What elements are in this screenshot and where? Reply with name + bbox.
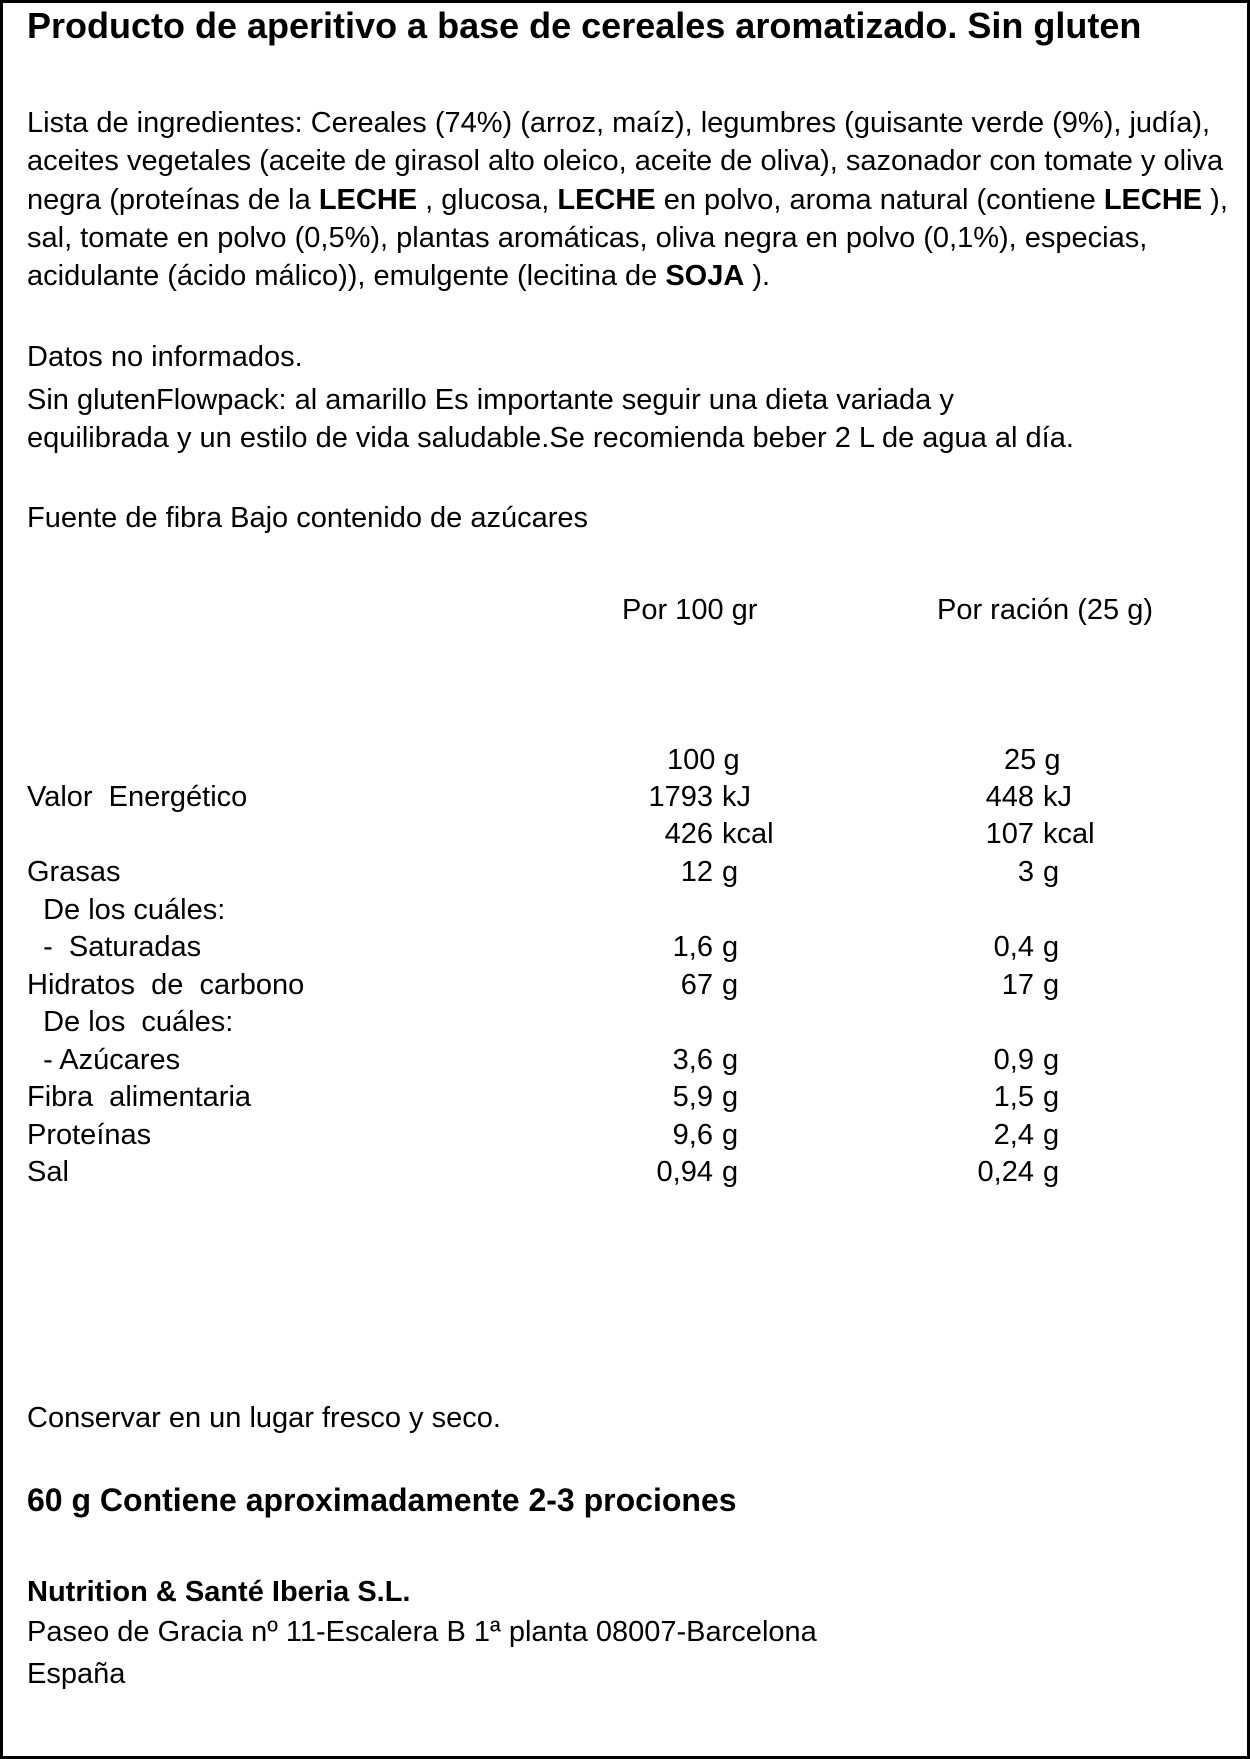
usage-note-line-2: equilibrada y un estilo de vida saludable.Se recomienda beber 2 L de agua al día.	[27, 422, 1074, 454]
storage-instructions: Conservar en un lugar fresco y seco.	[27, 1402, 501, 1434]
value-per-portion: 2,4	[993, 1119, 1034, 1151]
unit-per-100: g	[722, 1044, 739, 1076]
unit-per-portion: kJ	[1043, 781, 1072, 813]
value-per-portion: 107	[985, 818, 1034, 850]
value-per-100: 5,9	[672, 1081, 713, 1113]
ingredients-text: ).	[744, 260, 771, 293]
net-weight: 60 g Contiene aproximadamente 2-3 prociones	[27, 1482, 737, 1518]
unit-per-100: g	[722, 969, 739, 1001]
value-per-100: 9,6	[672, 1119, 713, 1151]
unit-per-portion: g	[1043, 856, 1060, 888]
unit-per-100: g	[722, 1119, 739, 1151]
value-per-portion: 17	[1001, 969, 1034, 1001]
unit-per-100: kcal	[722, 818, 774, 850]
column-header-per-100: Por 100 gr	[622, 594, 758, 626]
value-per-portion: 448	[985, 781, 1034, 813]
base-quantity-100: 100 g	[667, 744, 740, 776]
company-country: España	[27, 1658, 126, 1690]
value-per-portion: 0,9	[993, 1044, 1034, 1076]
base-quantity-portion: 25 g	[1004, 744, 1061, 776]
value-per-100: 1793	[648, 781, 713, 813]
allergens-note: Datos no informados.	[27, 341, 303, 373]
value-per-100: 67	[680, 969, 713, 1001]
value-per-portion: 0,4	[993, 931, 1034, 963]
unit-per-100: g	[722, 856, 739, 888]
nutrient-label: Hidratos de carbono	[27, 969, 305, 1001]
ingredients-text: , glucosa,	[417, 183, 558, 216]
ingredients-list	[27, 104, 1237, 295]
unit-per-portion: kcal	[1043, 818, 1095, 850]
unit-per-portion: g	[1043, 1156, 1060, 1188]
value-per-100: 12	[680, 856, 713, 888]
value-per-100: 426	[664, 818, 713, 850]
unit-per-100: g	[722, 1081, 739, 1113]
product-title: Producto de aperitivo a base de cereales aromatizado. Sin gluten	[27, 5, 1142, 46]
allergen-highlight: SOJA	[665, 260, 745, 293]
nutrient-label: De los cuáles:	[27, 1006, 234, 1038]
nutrient-label: Grasas	[27, 856, 121, 888]
nutrient-label: Proteínas	[27, 1119, 152, 1151]
value-per-portion: 0,24	[977, 1156, 1034, 1188]
nutrition-claims: Fuente de fibra Bajo contenido de azúcares	[27, 502, 589, 534]
nutrient-label: Fibra alimentaria	[27, 1081, 252, 1113]
unit-per-portion: g	[1043, 931, 1060, 963]
unit-per-100: kJ	[722, 781, 751, 813]
usage-note-line-1: Sin glutenFlowpack: al amarillo Es importante seguir una dieta variada y	[27, 384, 954, 416]
allergen-highlight: LECHE	[557, 183, 656, 216]
nutrient-label: - Saturadas	[27, 931, 202, 963]
allergen-highlight: LECHE	[318, 183, 418, 216]
value-per-100: 0,94	[656, 1156, 713, 1188]
unit-per-portion: g	[1043, 969, 1060, 1001]
nutrient-label: Valor Energético	[27, 781, 248, 813]
company-name: Nutrition & Santé Iberia S.L.	[27, 1576, 411, 1608]
company-address: Paseo de Gracia nº 11-Escalera B 1ª planta 08007-Barcelona	[27, 1616, 817, 1648]
unit-per-portion: g	[1043, 1044, 1060, 1076]
ingredients-text: en polvo, aroma natural (contiene	[655, 183, 1104, 216]
nutrient-label: - Azúcares	[27, 1044, 181, 1076]
value-per-100: 3,6	[672, 1044, 713, 1076]
unit-per-100: g	[722, 1156, 739, 1188]
value-per-portion: 3	[1017, 856, 1034, 888]
column-header-per-portion: Por ración (25 g)	[937, 594, 1153, 626]
unit-per-portion: g	[1043, 1081, 1060, 1113]
unit-per-100: g	[722, 931, 739, 963]
value-per-100: 1,6	[672, 931, 713, 963]
ingredients-text: Lista de ingredientes: Cereales (74%) (arroz, maíz), legumbres (guisante verde (9%), judía), aceites vegetales (aceite de girasol alto oleico, aceite de oliva), sazonador con tomate y oliva negra (proteínas de la	[27, 107, 1224, 216]
value-per-portion: 1,5	[993, 1081, 1034, 1113]
ingredients-text: ), sal, tomate en polvo (0,5%), plantas aromáticas, oliva negra en polvo (0,1%), especias, acidulante (ácido málico)), emulgente (lecitina de	[27, 183, 1228, 293]
nutrient-label: De los cuáles:	[27, 894, 226, 926]
allergen-highlight: LECHE	[1103, 183, 1203, 216]
unit-per-portion: g	[1043, 1119, 1060, 1151]
nutrient-label: Sal	[27, 1156, 69, 1188]
